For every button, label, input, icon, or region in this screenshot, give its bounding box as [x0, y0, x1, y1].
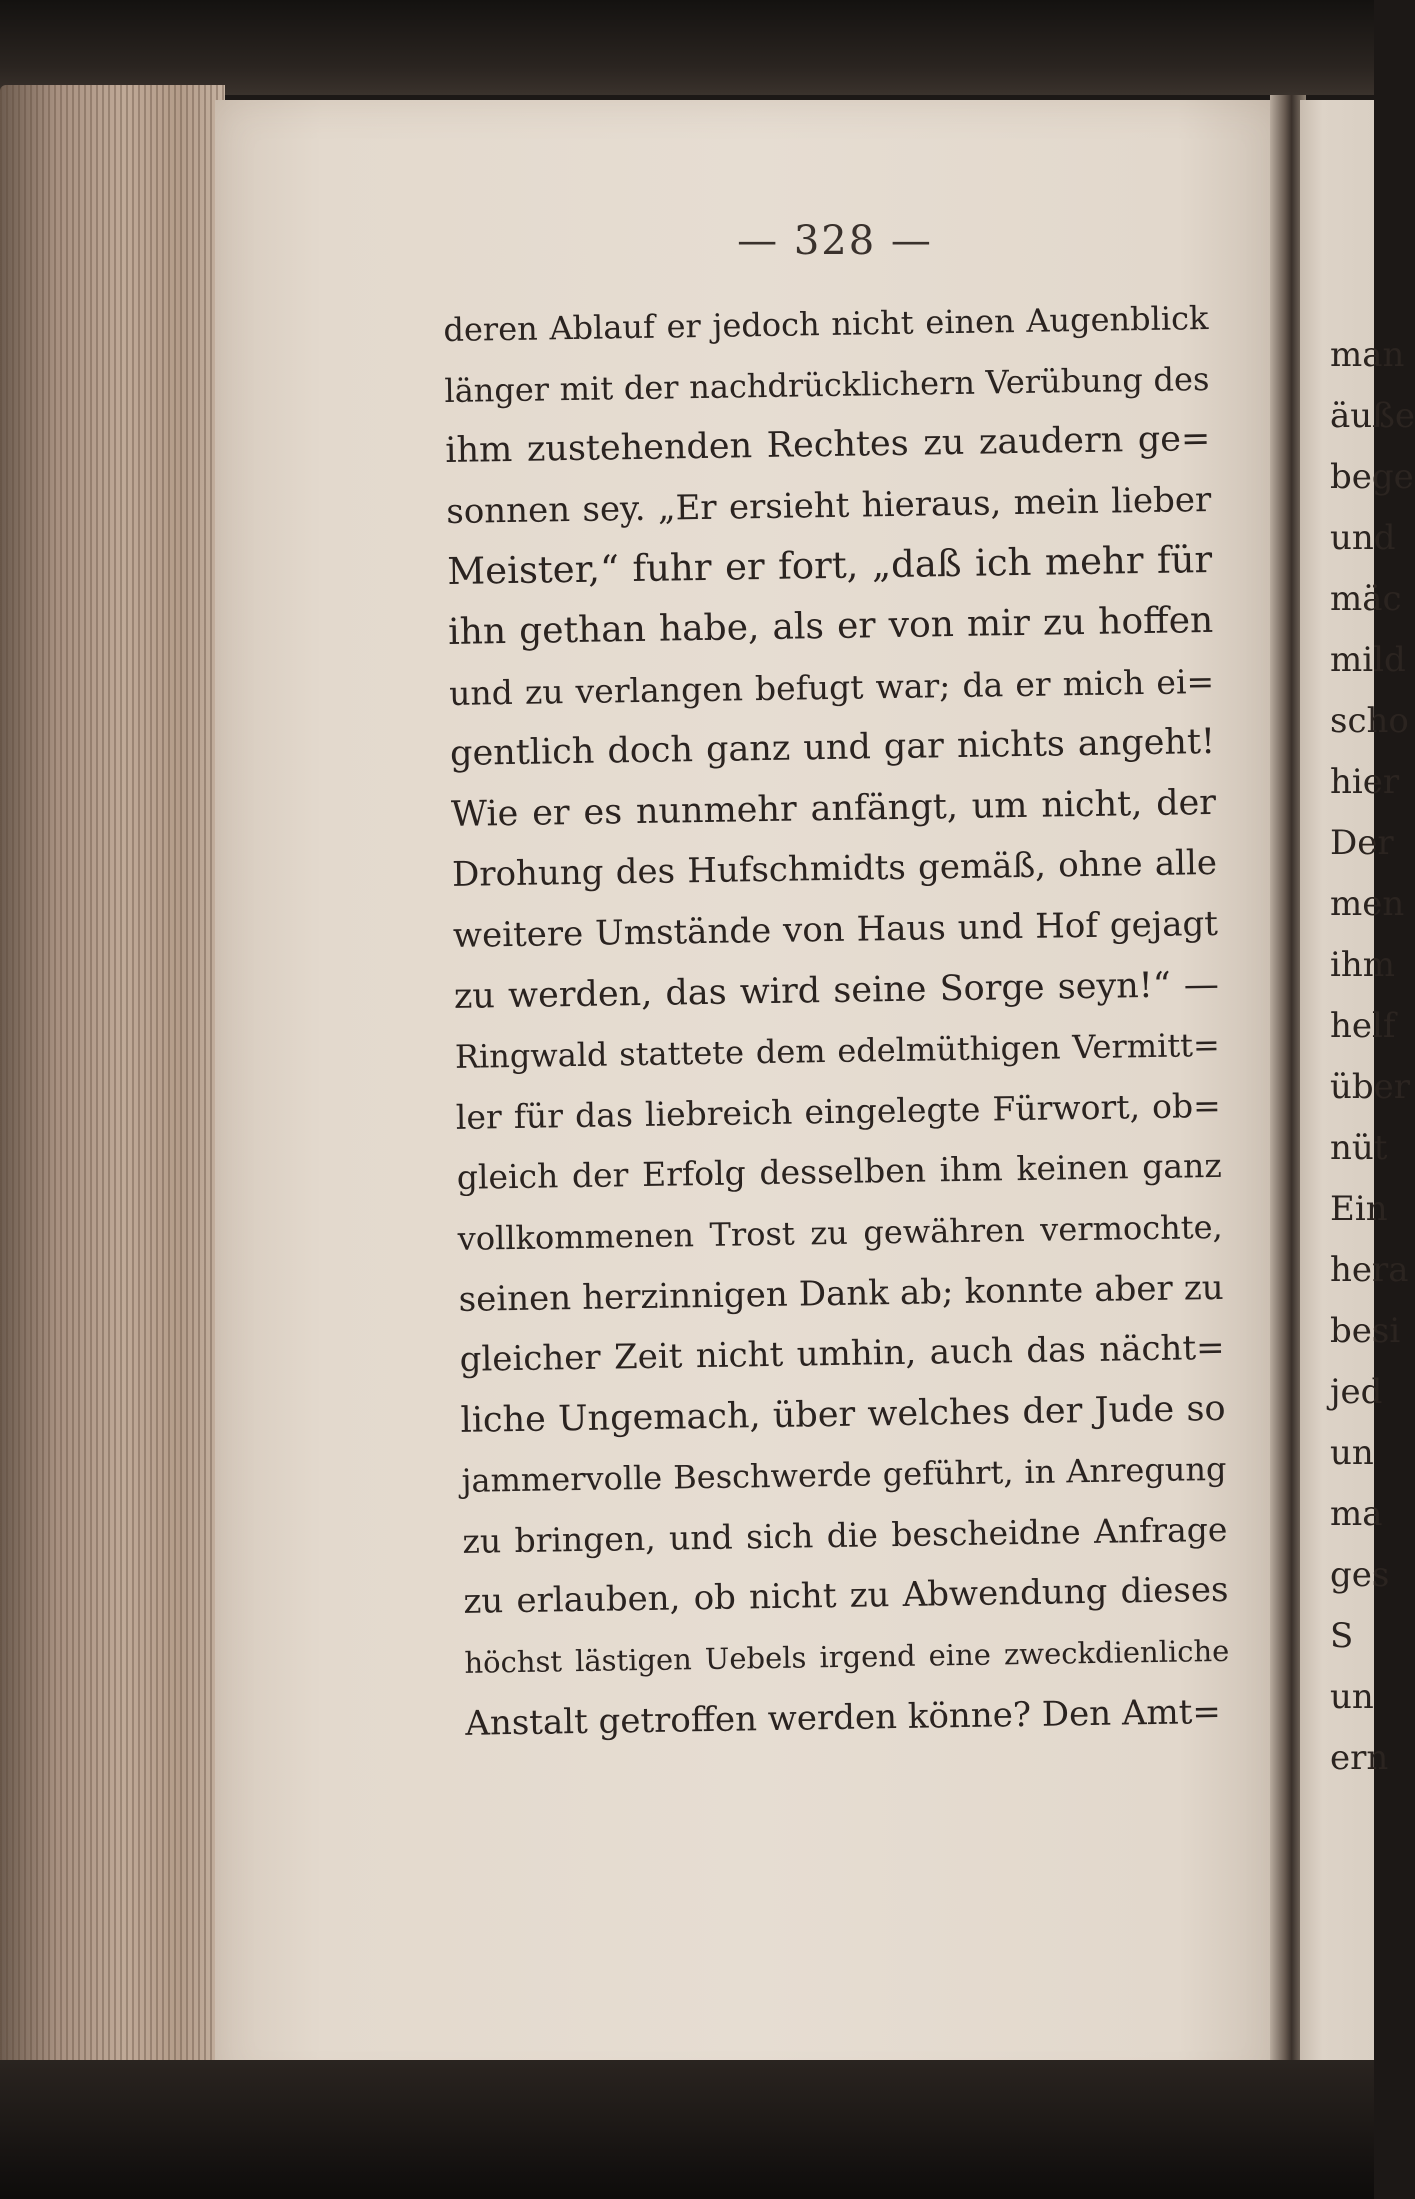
text-line: vollkommenen Trost zu gewähren vermochte,: [457, 1207, 1223, 1258]
text-line: Anstalt getroffen werden könne? Den Amt=: [465, 1691, 1222, 1744]
text-line: zu bringen, und sich die bescheidne Anfrage: [462, 1509, 1228, 1561]
next-page-fragment: helf: [1330, 1006, 1396, 1046]
next-page-fragment: hera: [1330, 1250, 1409, 1290]
next-page-fragment: besi: [1330, 1311, 1401, 1351]
next-page-fragment: nüt: [1330, 1128, 1388, 1168]
text-line: deren Ablauf er jedoch nicht einen Augenblick: [443, 298, 1209, 349]
text-line: und zu verlangen befugt war; da er mich ei=: [448, 661, 1215, 713]
text-line: gentlich doch ganz und gar nichts angeht!: [449, 722, 1216, 775]
next-page-fragment: men: [1330, 884, 1405, 924]
next-page-fragment: ihm: [1330, 945, 1396, 985]
next-page-fragment: un: [1330, 1433, 1374, 1473]
next-page-fragment: Ein: [1330, 1189, 1388, 1229]
text-line: ler für das liebreich eingelegte Fürwort, ob=: [455, 1085, 1222, 1137]
next-page-fragment: Der: [1330, 823, 1394, 863]
next-page-fragment: scho: [1330, 701, 1409, 741]
text-line: länger mit der nachdrücklichern Verübung des: [444, 359, 1210, 410]
text-line: zu werden, das wird seine Sorge seyn!“ —: [453, 964, 1220, 1017]
next-page-fragment: und: [1330, 518, 1396, 558]
bottom-shadow: [0, 2060, 1374, 2199]
next-page-fragment: ern: [1330, 1738, 1389, 1778]
text-line: höchst lästigen Uebels irgend eine zweckdienliche: [464, 1633, 1230, 1680]
text-line: Meister,“ fuhr er fort, „daß ich mehr für: [446, 538, 1213, 594]
next-page-fragment: mäc: [1330, 579, 1402, 619]
next-page-fragment: ges: [1330, 1555, 1390, 1595]
next-page-fragment: äuße: [1330, 396, 1415, 436]
next-page: [1300, 100, 1415, 2090]
text-line: Wie er es nunmehr anfängt, um nicht, der: [450, 782, 1217, 835]
next-page-fragment: über: [1330, 1067, 1411, 1107]
text-line: weitere Umstände von Haus und Hof gejagt: [452, 903, 1219, 956]
text-line: zu erlauben, ob nicht zu Abwendung dieses: [463, 1570, 1229, 1623]
next-page-fragment: un: [1330, 1677, 1374, 1717]
page-edges: [0, 85, 225, 2095]
next-page-fragment: bege: [1330, 457, 1414, 497]
text-line: seinen herzinnigen Dank ab; konnte aber zu: [458, 1267, 1224, 1320]
text-line: jammervolle Beschwerde geführt, in Anregung: [461, 1450, 1227, 1501]
page-number: — 328 —: [737, 218, 933, 264]
text-line: sonnen sey. „Er ersieht hieraus, mein lieber: [446, 479, 1212, 532]
next-page-fragment: mild: [1330, 640, 1406, 680]
next-page-fragment: ma: [1330, 1494, 1383, 1534]
next-page-fragment: hier: [1330, 762, 1400, 802]
next-page-fragment: man: [1330, 335, 1405, 375]
text-line: gleich der Erfolg desselben ihm keinen ganz: [456, 1146, 1222, 1198]
next-page-fragment: S: [1330, 1616, 1354, 1656]
text-line: Ringwald stattete dem edelmüthigen Vermitt=: [454, 1026, 1221, 1077]
text-line: Drohung des Hufschmidts gemäß, ohne alle: [451, 843, 1218, 896]
text-line: gleicher Zeit nicht umhin, auch das nächt=: [459, 1327, 1225, 1380]
next-page-fragment: jed: [1330, 1372, 1383, 1412]
text-line: liche Ungemach, über welches der Jude so: [460, 1388, 1226, 1441]
top-shadow: [0, 0, 1374, 95]
text-line: ihn gethan habe, als er von mir zu hoffen: [447, 599, 1214, 653]
body-text: [443, 288, 1231, 1754]
text-line: ihm zustehenden Rechtes zu zaudern ge=: [445, 419, 1211, 472]
